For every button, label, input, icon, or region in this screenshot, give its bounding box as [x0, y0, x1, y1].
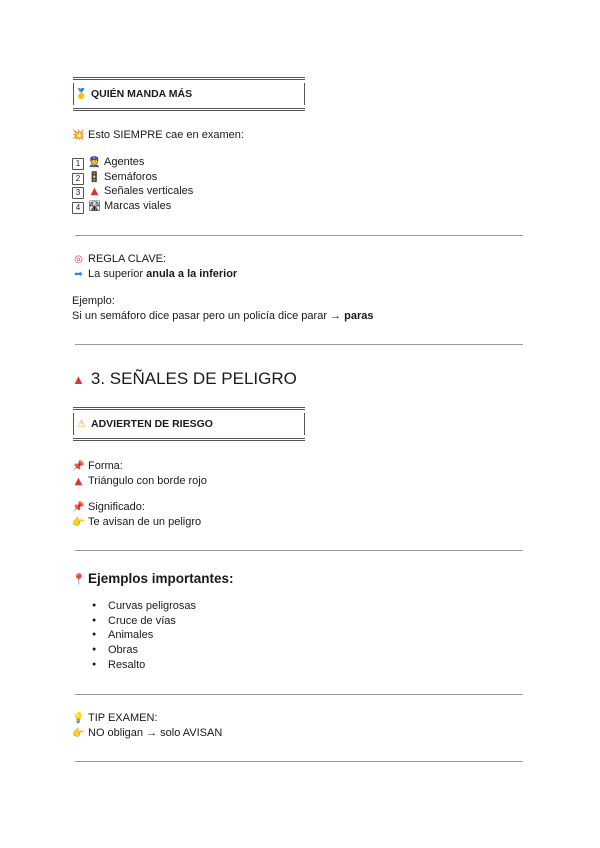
boxed-title-rank: [73, 77, 305, 111]
divider: [75, 550, 523, 551]
example-text-body: Si un semáforo dice pasar pero un policía dice parar →: [72, 310, 342, 322]
target-icon: ◎: [74, 254, 83, 265]
triangle-icon: ▲: [90, 186, 99, 197]
keycap-1-icon: 1: [72, 158, 84, 170]
divider: [75, 235, 523, 236]
burst-icon: 💥: [72, 130, 85, 141]
rank-item: [72, 199, 171, 214]
example-label: Ejemplo:: [72, 295, 115, 307]
tip-value: [72, 726, 222, 741]
light-bulb-icon: 💡: [72, 713, 85, 724]
round-pushpin-icon: 📍: [72, 573, 86, 586]
list-item: ● Animales: [92, 628, 196, 643]
tip-value-text: NO obligan → solo AVISAN: [88, 727, 223, 739]
example-text: [72, 309, 373, 324]
keycap-2-icon: 2: [72, 173, 84, 185]
rank-item: [72, 155, 144, 170]
rank-intro-text: Esto SIEMPRE cae en examen:: [88, 129, 244, 141]
triangle-icon: ▲: [74, 476, 83, 487]
significado-label-text: Significado:: [88, 501, 145, 513]
rank-item-label: Señales verticales: [104, 185, 194, 197]
road-icon: 🛣: [88, 201, 101, 212]
forma-label: [72, 459, 123, 474]
pushpin-icon: 📌: [72, 502, 85, 513]
pointing-hand-icon: 👉: [72, 517, 85, 528]
warning-icon: ⚠: [77, 419, 86, 430]
list-item: ● Resalto: [92, 658, 196, 673]
rule-line-prefix: La superior: [88, 268, 144, 280]
divider: [75, 694, 523, 695]
medal-icon: 🥇: [75, 89, 88, 100]
divider: [75, 344, 523, 345]
rank-item-label: Marcas viales: [104, 200, 172, 212]
boxed-title-text: QUIÉN MANDA MÁS: [91, 88, 193, 100]
rule-line-bold: anula a la inferior: [146, 268, 238, 280]
rule-label: [72, 252, 166, 267]
forma-label-text: Forma:: [88, 460, 123, 472]
significado-label: [72, 500, 145, 515]
example-text-bold: paras: [344, 310, 374, 322]
rank-item-label: Semáforos: [104, 171, 158, 183]
pushpin-icon: 📌: [72, 461, 85, 472]
pointing-hand-icon: 👉: [72, 728, 85, 739]
rank-item: [72, 170, 157, 185]
examples-heading: [72, 570, 234, 589]
significado-value: [72, 515, 201, 530]
examples-list: [92, 599, 196, 673]
significado-value-text: Te avisan de un peligro: [88, 516, 202, 528]
arrow-right-icon: ➡: [74, 269, 83, 280]
traffic-light-icon: 🚦: [88, 172, 101, 183]
tip-label-text: TIP EXAMEN:: [88, 712, 158, 724]
rank-item-label: Agentes: [104, 156, 145, 168]
section-heading: [72, 369, 297, 390]
keycap-4-icon: 4: [72, 202, 84, 214]
section-heading-text: 3. SEÑALES DE PELIGRO: [90, 369, 297, 388]
forma-value-text: Triángulo con borde rojo: [88, 475, 207, 487]
tip-label: [72, 711, 157, 726]
boxed-title-danger: [73, 407, 305, 441]
divider: [75, 761, 523, 762]
rule-label-text: REGLA CLAVE:: [88, 253, 167, 265]
rank-item: [72, 184, 193, 199]
list-item: ● Cruce de vías: [92, 614, 196, 629]
boxed-title-text: ADVIERTEN DE RIESGO: [91, 418, 213, 430]
examples-heading-text: Ejemplos importantes:: [88, 571, 234, 586]
rule-line: [72, 267, 237, 282]
keycap-3-icon: 3: [72, 187, 84, 199]
red-triangle-icon: ▲: [72, 372, 85, 387]
officer-icon: 👮: [88, 157, 101, 168]
list-item: ● Curvas peligrosas: [92, 599, 196, 614]
list-item: ● Obras: [92, 643, 196, 658]
forma-value: [72, 474, 207, 489]
rank-intro: [72, 128, 244, 143]
